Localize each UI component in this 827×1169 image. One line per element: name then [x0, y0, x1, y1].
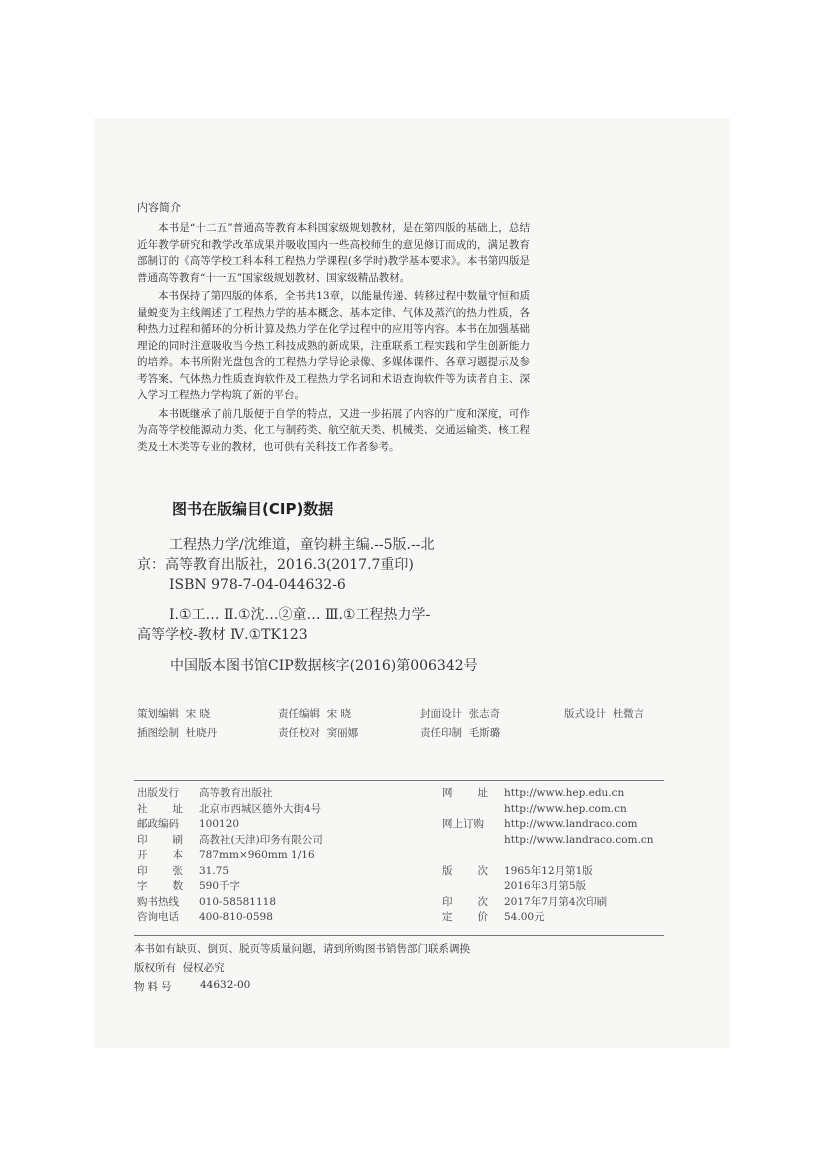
publication-row: 印刷 高教社(天津)印务有限公司 [137, 833, 323, 846]
publication-row: 印张 31.75 [137, 864, 230, 877]
publication-row: 出版发行 高等教育出版社 [137, 787, 273, 799]
item-number-label: 物料号 [134, 981, 175, 993]
staff-layout-design: 版式设计 杜微言 [564, 708, 645, 720]
cip-line-classification: 高等学校-教材 Ⅳ.①TK123 [137, 627, 308, 643]
staff-planning-editor: 策划编辑 宋 晓 [137, 708, 211, 720]
publication-row [442, 848, 653, 864]
intro-paragraph: 本书是“十二五”普通高等教育本科国家级规划教材，是在第四版的基础上，总结近年教学研究和教学改革成果并吸收国内一些高校师生的意见修订而成的，满足教育部制订的《高等学校工科本科工程热力学课程(多学时)教学基本要求》。本书第四版是普通高等教育“十一五”国家级规划教材、国家级精品教材。 [137, 222, 530, 284]
staff-printing-supervisor: 责任印制 毛斯璐 [420, 727, 501, 739]
cip-line-publisher: 京：高等教育出版社，2016.3(2017.7重印) [137, 557, 414, 573]
publication-row: 社址 北京市西城区德外大街4号 [137, 802, 322, 815]
cip-heading: 图书在版编目(CIP)数据 [172, 500, 334, 518]
cip-library-number: 中国版本图书馆CIP数据核字(2016)第006342号 [170, 658, 478, 674]
publication-row: 邮政编码 100120 [137, 818, 240, 830]
intro-paragraph: 本书既继承了前几版便于自学的特点，又进一步拓展了内容的广度和深度，可作为高等学校能源动力类、化工与制药类、航空航天类、机械类、交通运输类、核工程类及土木类等专业的教材，也可供有关科技工作者参考。 [137, 407, 530, 453]
intro-title: 内容简介 [137, 201, 181, 214]
publication-row: 购书热线 010-58581118 [137, 895, 277, 908]
publication-row: http://www.landraco.com.cn [504, 833, 654, 846]
intro-body [137, 220, 530, 457]
publication-row: 开本 787mm×960mm 1/16 [137, 849, 315, 861]
publication-row: http://www.hep.com.cn [504, 802, 627, 815]
staff-responsible-editor: 责任编辑 宋 晓 [278, 708, 352, 720]
intro-paragraph: 本书保持了第四版的体系，全书共13章，以能量传递、转移过程中数量守恒和质量蜕变为主线阐述了工程热力学的基本概念、基本定律、气体及蒸汽的热力性质，各种热力过程和循环的分析计算及热力学在化学过程中的应用等内容。本书在加强基础理论的同时注意吸收当今热工科技成熟的新成果，注重联系工程实践和学生创新能力的培养。本书所附光盘包含的工程热力学导论录像、多媒体课件、各章习题提示及参考答案、气体热力性质查询软件及工程热力学名词和术语查询软件等为读者自主、深入学习工程热力学构筑了新的平台。 [137, 290, 530, 401]
quality-notice: 本书如有缺页、倒页、脱页等质量问题，请到所购图书销售部门联系调换 [134, 943, 470, 955]
copyright-line: 版权所有 侵权必究 [134, 962, 225, 974]
item-number-value: 44632-00 [200, 979, 251, 991]
publication-row: 2016年3月第5版 [504, 880, 587, 892]
divider-top [134, 780, 664, 781]
cip-record [137, 535, 527, 645]
staff-proofreader: 责任校对 窦丽娜 [278, 727, 359, 739]
publication-row: 印次 2017年7月第4次印刷 [442, 895, 608, 908]
publication-left-column [137, 786, 323, 926]
cip-line-title: 工程热力学/沈维道，童钧耕主编.--5版.--北 [169, 537, 435, 553]
cip-line-isbn: ISBN 978-7-04-044632-6 [169, 577, 346, 593]
cip-line-subjects: Ⅰ.①工… Ⅱ.①沈…②童… Ⅲ.①工程热力学- [169, 607, 431, 623]
publication-row: 定价 54.00元 [442, 911, 545, 923]
staff-illustrator: 插图绘制 杜晓丹 [137, 727, 218, 739]
divider-bottom [134, 935, 664, 936]
publication-row: 字数 590千字 [137, 880, 241, 892]
publication-row: 咨询电话 400-810-0598 [137, 911, 273, 923]
staff-cover-design: 封面设计 张志奇 [420, 708, 501, 720]
publication-row: 版次 1965年12月第1版 [442, 864, 593, 877]
publication-right-column [442, 786, 653, 926]
publication-row: 网上订购 http://www.landraco.com [442, 818, 638, 830]
publication-row: 网址 http://www.hep.edu.cn [442, 787, 625, 799]
